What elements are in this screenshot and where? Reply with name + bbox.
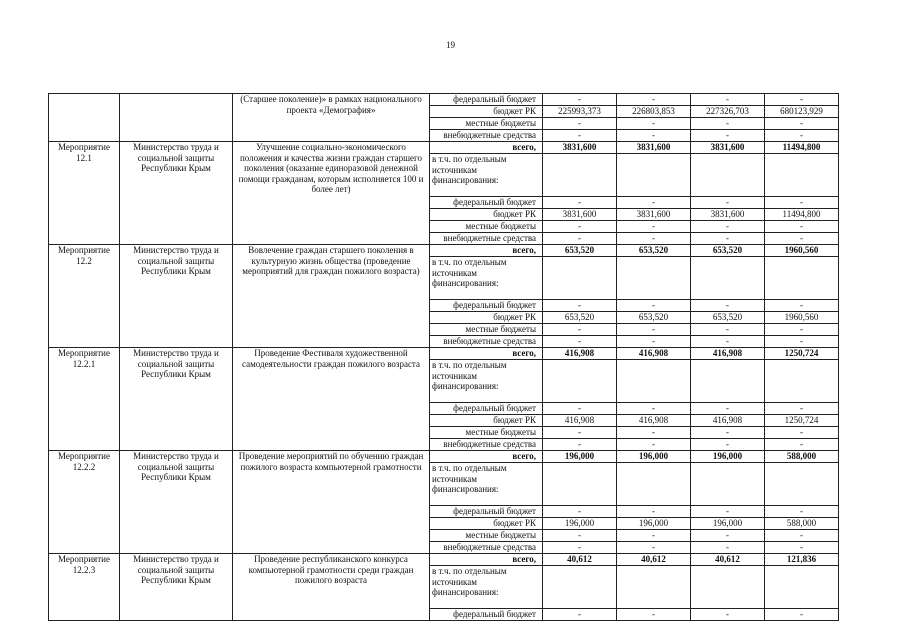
amount-cell: - <box>543 439 617 451</box>
amount-cell: 416,908 <box>617 348 691 360</box>
amount-cell: 588,000 <box>765 451 839 463</box>
source-label-cell: всего, <box>430 245 543 257</box>
amount-cell: 416,908 <box>691 348 765 360</box>
amount-cell: 3831,600 <box>691 209 765 221</box>
amount-cell: - <box>765 403 839 415</box>
amount-cell <box>617 463 691 506</box>
amount-cell: - <box>617 427 691 439</box>
amount-cell: - <box>543 118 617 130</box>
page-number: 19 <box>446 40 455 50</box>
amount-cell: - <box>543 336 617 348</box>
amount-cell: - <box>765 530 839 542</box>
amount-cell: - <box>765 118 839 130</box>
amount-cell: - <box>765 324 839 336</box>
event-name-cell: Улучшение социально-экономического положения и качества жизни граждан старшего поколения (оказание единоразовой денежной помощи гражданам, которым исполняется 100 и более лет) <box>233 142 430 245</box>
amount-cell: - <box>691 94 765 106</box>
source-label-cell: бюджет РК <box>430 518 543 530</box>
amount-cell: - <box>691 221 765 233</box>
amount-cell <box>543 257 617 300</box>
source-label-cell: федеральный бюджет <box>430 300 543 312</box>
amount-cell: - <box>617 130 691 142</box>
amount-cell: - <box>617 221 691 233</box>
amount-cell: 225993,373 <box>543 106 617 118</box>
amount-cell: 196,000 <box>691 518 765 530</box>
amount-cell: - <box>543 403 617 415</box>
event-id-cell: Мероприятие 12.2.3 <box>49 554 120 621</box>
amount-cell: - <box>617 609 691 621</box>
amount-cell: - <box>543 130 617 142</box>
amount-cell <box>765 566 839 609</box>
executor-cell: Министерство труда и социальной защиты Республики Крым <box>120 451 233 554</box>
table-row <box>49 94 839 106</box>
amount-cell <box>617 257 691 300</box>
amount-cell: - <box>691 506 765 518</box>
amount-cell: - <box>543 609 617 621</box>
amount-cell: - <box>765 94 839 106</box>
executor-cell <box>120 94 233 142</box>
amount-cell: 3831,600 <box>543 209 617 221</box>
source-label-cell: местные бюджеты <box>430 221 543 233</box>
source-label-cell: местные бюджеты <box>430 118 543 130</box>
event-id-cell: Мероприятие 12.1 <box>49 142 120 245</box>
event-name-cell: Проведение республиканского конкурса компьютерной грамотности среди граждан пожилого возраста <box>233 554 430 621</box>
amount-cell: 653,520 <box>543 312 617 324</box>
table-row <box>49 142 839 154</box>
amount-cell: - <box>691 130 765 142</box>
source-label-cell: местные бюджеты <box>430 530 543 542</box>
amount-cell: - <box>765 221 839 233</box>
amount-cell <box>691 463 765 506</box>
amount-cell: 1250,724 <box>765 348 839 360</box>
amount-cell <box>691 154 765 197</box>
amount-cell: 653,520 <box>617 245 691 257</box>
source-label-cell: местные бюджеты <box>430 427 543 439</box>
amount-cell: - <box>617 403 691 415</box>
table-row <box>49 554 839 566</box>
amount-cell: - <box>617 197 691 209</box>
source-label-cell: бюджет РК <box>430 415 543 427</box>
event-id-cell: Мероприятие 12.2.1 <box>49 348 120 451</box>
amount-cell: - <box>691 233 765 245</box>
source-label-cell: всего, <box>430 554 543 566</box>
amount-cell: 3831,600 <box>617 142 691 154</box>
table-row <box>49 451 839 463</box>
amount-cell: - <box>765 609 839 621</box>
source-label-cell: внебюджетные средства <box>430 233 543 245</box>
source-label-cell: федеральный бюджет <box>430 197 543 209</box>
amount-cell <box>543 566 617 609</box>
amount-cell <box>543 360 617 403</box>
source-label-cell: внебюджетные средства <box>430 336 543 348</box>
executor-cell: Министерство труда и социальной защиты Республики Крым <box>120 142 233 245</box>
amount-cell: 3831,600 <box>691 142 765 154</box>
amount-cell: 196,000 <box>543 518 617 530</box>
amount-cell: - <box>691 427 765 439</box>
amount-cell: 40,612 <box>543 554 617 566</box>
executor-cell: Министерство труда и социальной защиты Республики Крым <box>120 348 233 451</box>
source-label-cell: всего, <box>430 348 543 360</box>
source-label-cell: в т.ч. по отдельным источникам финансирования: <box>430 566 543 609</box>
amount-cell: 416,908 <box>543 415 617 427</box>
amount-cell: - <box>543 221 617 233</box>
amount-cell: - <box>543 530 617 542</box>
amount-cell <box>617 566 691 609</box>
amount-cell <box>617 360 691 403</box>
amount-cell: 196,000 <box>691 451 765 463</box>
amount-cell <box>691 566 765 609</box>
source-label-cell: внебюджетные средства <box>430 542 543 554</box>
amount-cell: - <box>691 324 765 336</box>
amount-cell: 653,520 <box>691 312 765 324</box>
source-label-cell: в т.ч. по отдельным источникам финансирования: <box>430 257 543 300</box>
amount-cell: - <box>765 336 839 348</box>
amount-cell <box>765 360 839 403</box>
event-id-cell: Мероприятие 12.2.2 <box>49 451 120 554</box>
source-label-cell: внебюджетные средства <box>430 439 543 451</box>
event-name-cell: Вовлечение граждан старшего поколения в культурную жизнь общества (проведение мероприятий для граждан пожилого возраста) <box>233 245 430 348</box>
amount-cell: 653,520 <box>691 245 765 257</box>
amount-cell: - <box>691 530 765 542</box>
amount-cell <box>765 463 839 506</box>
amount-cell <box>543 154 617 197</box>
amount-cell: - <box>543 197 617 209</box>
amount-cell <box>765 257 839 300</box>
amount-cell: 653,520 <box>543 245 617 257</box>
source-label-cell: бюджет РК <box>430 106 543 118</box>
event-id-cell: Мероприятие 12.2 <box>49 245 120 348</box>
amount-cell: - <box>765 542 839 554</box>
amount-cell: - <box>691 118 765 130</box>
amount-cell: 1960,560 <box>765 245 839 257</box>
amount-cell: 196,000 <box>617 518 691 530</box>
amount-cell: 226803,853 <box>617 106 691 118</box>
amount-cell: 40,612 <box>691 554 765 566</box>
amount-cell: - <box>543 324 617 336</box>
amount-cell: 121,836 <box>765 554 839 566</box>
amount-cell: - <box>691 403 765 415</box>
amount-cell <box>765 154 839 197</box>
amount-cell: - <box>691 300 765 312</box>
amount-cell: 11494,800 <box>765 209 839 221</box>
source-label-cell: всего, <box>430 142 543 154</box>
event-name-cell: Проведение мероприятий по обучению граждан пожилого возраста компьютерной грамотности <box>233 451 430 554</box>
source-label-cell: в т.ч. по отдельным источникам финансирования: <box>430 463 543 506</box>
source-label-cell: федеральный бюджет <box>430 609 543 621</box>
event-id-cell <box>49 94 120 142</box>
amount-cell: - <box>765 439 839 451</box>
amount-cell: - <box>691 542 765 554</box>
amount-cell <box>691 257 765 300</box>
amount-cell: - <box>691 609 765 621</box>
source-label-cell: федеральный бюджет <box>430 94 543 106</box>
amount-cell: - <box>617 530 691 542</box>
funding-table <box>48 93 839 621</box>
amount-cell <box>691 360 765 403</box>
amount-cell: - <box>617 542 691 554</box>
amount-cell: - <box>691 439 765 451</box>
table-row <box>49 245 839 257</box>
amount-cell: - <box>691 336 765 348</box>
event-name-cell: Проведение Фестиваля художественной самодеятельности граждан пожилого возраста <box>233 348 430 451</box>
amount-cell: - <box>617 324 691 336</box>
amount-cell <box>617 154 691 197</box>
amount-cell: 11494,800 <box>765 142 839 154</box>
amount-cell: - <box>617 118 691 130</box>
amount-cell <box>543 463 617 506</box>
amount-cell: - <box>691 197 765 209</box>
amount-cell: 3831,600 <box>543 142 617 154</box>
event-name-cell: (Старшее поколение)» в рамках национального проекта «Демография» <box>233 94 430 142</box>
executor-cell: Министерство труда и социальной защиты Республики Крым <box>120 554 233 621</box>
amount-cell: - <box>543 233 617 245</box>
amount-cell: 416,908 <box>691 415 765 427</box>
amount-cell: - <box>543 506 617 518</box>
amount-cell: 40,612 <box>617 554 691 566</box>
amount-cell: 416,908 <box>543 348 617 360</box>
amount-cell: - <box>765 197 839 209</box>
amount-cell: - <box>617 233 691 245</box>
source-label-cell: бюджет РК <box>430 312 543 324</box>
amount-cell: - <box>765 233 839 245</box>
amount-cell: 1250,724 <box>765 415 839 427</box>
source-label-cell: бюджет РК <box>430 209 543 221</box>
amount-cell: 196,000 <box>617 451 691 463</box>
amount-cell: - <box>617 336 691 348</box>
source-label-cell: внебюджетные средства <box>430 130 543 142</box>
amount-cell: 653,520 <box>617 312 691 324</box>
amount-cell: 227326,703 <box>691 106 765 118</box>
amount-cell: 196,000 <box>543 451 617 463</box>
amount-cell: 1960,560 <box>765 312 839 324</box>
amount-cell: - <box>543 542 617 554</box>
amount-cell: - <box>543 427 617 439</box>
amount-cell: - <box>765 506 839 518</box>
amount-cell: - <box>617 506 691 518</box>
amount-cell: - <box>543 94 617 106</box>
source-label-cell: всего, <box>430 451 543 463</box>
amount-cell: - <box>617 439 691 451</box>
amount-cell: - <box>543 300 617 312</box>
source-label-cell: федеральный бюджет <box>430 403 543 415</box>
amount-cell: - <box>765 300 839 312</box>
amount-cell: - <box>765 130 839 142</box>
executor-cell: Министерство труда и социальной защиты Республики Крым <box>120 245 233 348</box>
amount-cell: 3831,600 <box>617 209 691 221</box>
amount-cell: - <box>617 94 691 106</box>
source-label-cell: федеральный бюджет <box>430 506 543 518</box>
amount-cell: 680123,929 <box>765 106 839 118</box>
source-label-cell: местные бюджеты <box>430 324 543 336</box>
source-label-cell: в т.ч. по отдельным источникам финансирования: <box>430 154 543 197</box>
amount-cell: - <box>765 427 839 439</box>
amount-cell: - <box>617 300 691 312</box>
table-row <box>49 348 839 360</box>
amount-cell: 588,000 <box>765 518 839 530</box>
source-label-cell: в т.ч. по отдельным источникам финансирования: <box>430 360 543 403</box>
amount-cell: 416,908 <box>617 415 691 427</box>
